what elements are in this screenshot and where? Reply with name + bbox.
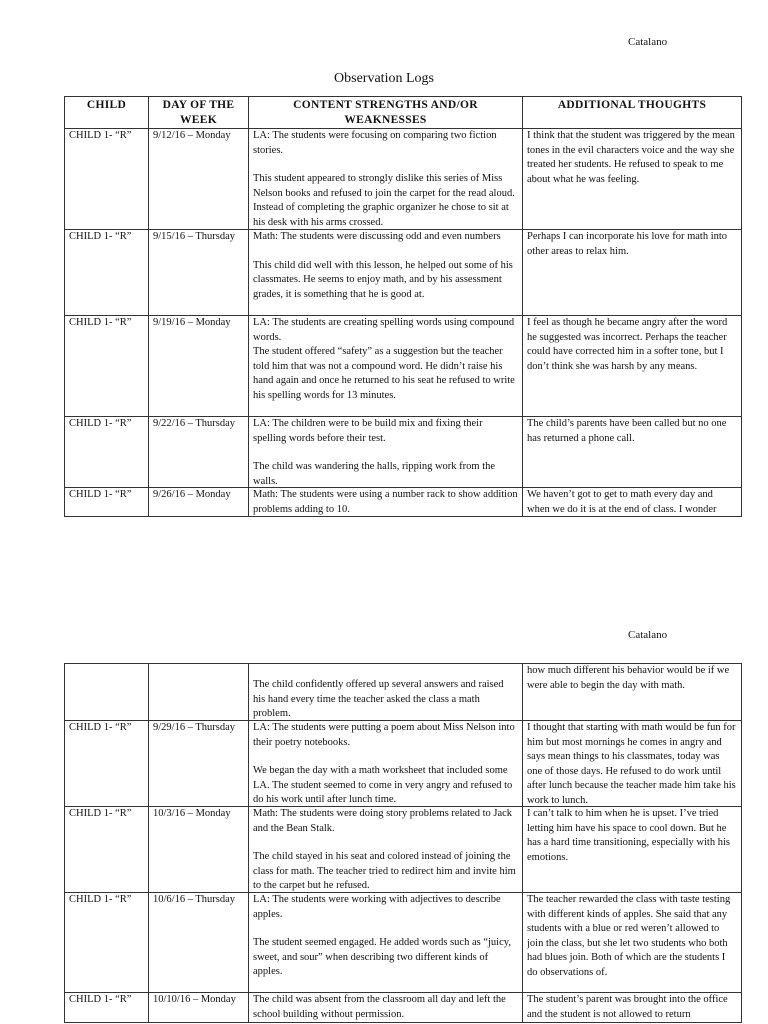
content-paragraph: Math: The students were doing story problems related to Jack and the Bean Stalk. (253, 808, 513, 834)
content-paragraph: LA: The students are creating spelling words using compound words. The student offered “safety” as a suggestion but the teacher told him that was not a compound word. He didn’t raise his hand again and once he returned to his seat he refused to write his spelling words for 13 minutes. (253, 317, 515, 401)
child-cell: CHILD 1- “R” (65, 893, 149, 993)
thoughts-text: I think that the student was triggered by the mean tones in the evil characters voice and the way she treated her students. He refused to speak to me about what he was feeling. (527, 130, 735, 185)
table-row (65, 129, 742, 230)
table-row (65, 230, 742, 316)
thoughts-text: The child’s parents have been called but no one has returned a phone call. (527, 418, 727, 444)
child-cell: CHILD 1- “R” (65, 316, 149, 417)
thoughts-text: I can’t talk to him when he is upset. I’ve tried letting him have his space to cool down. But he has a hard time transitioning, especially with his emotions. (527, 808, 730, 863)
content-paragraph: LA: The students were focusing on comparing two fiction stories. (253, 130, 497, 156)
child-cell: CHILD 1- “R” (65, 721, 149, 807)
thoughts-text: I thought that starting with math would be fun for him but most mornings he comes in angry and says mean things to his classmates, today was one of those days. He refused to do work until after lunch because the teacher made him take his work to lunch. (527, 722, 736, 806)
date-cell: 9/12/16 – Monday (149, 129, 249, 230)
content-cell (249, 316, 523, 417)
content-cell (249, 893, 523, 993)
thoughts-cell (523, 664, 742, 721)
header-day: DAY OF THE WEEK (149, 97, 249, 129)
thoughts-text: I feel as though he became angry after the word he suggested was incorrect. Perhaps the teacher could have corrected him in a softer tone, but I don’t think she was harsh by any means. (527, 317, 728, 372)
child-cell: CHILD 1- “R” (65, 129, 149, 230)
content-cell (249, 488, 523, 517)
thoughts-cell (523, 488, 742, 517)
thoughts-text: The student’s parent was brought into the office and the student is not allowed to return (527, 994, 728, 1020)
thoughts-text: Perhaps I can incorporate his love for math into other areas to relax him. (527, 231, 728, 257)
table-row (65, 417, 742, 488)
thoughts-cell (523, 893, 742, 993)
date-cell: 9/26/16 – Monday (149, 488, 249, 517)
thoughts-cell (523, 807, 742, 893)
content-paragraph: The student seemed engaged. He added words such as “juicy, sweet, and sour” when describing two different kinds of apples. (253, 937, 511, 977)
table-row (65, 721, 742, 807)
child-cell: CHILD 1- “R” (65, 417, 149, 488)
child-cell: CHILD 1- “R” (65, 807, 149, 893)
table-row (65, 993, 742, 1023)
content-paragraph: This student appeared to strongly dislike this series of Miss Nelson books and refused to join the carpet for the read aloud. Instead of completing the graphic organizer he chose to sit at his desk with his arms crossed. (253, 173, 515, 228)
table-row (65, 664, 742, 721)
table-row (65, 488, 742, 517)
content-paragraph: Math: The students were using a number rack to show addition problems adding to 10. (253, 489, 518, 515)
child-cell: CHILD 1- “R” (65, 488, 149, 517)
content-cell (249, 807, 523, 893)
date-cell: 9/29/16 – Thursday (149, 721, 249, 807)
header-strengths: CONTENT STRENGTHS AND/OR WEAKNESSES (249, 97, 523, 129)
table-row (65, 893, 742, 993)
date-cell: 9/15/16 – Thursday (149, 230, 249, 316)
content-paragraph: The child stayed in his seat and colored instead of joining the class for math. The teacher tried to redirect him and invite him to the carpet but he refused. (253, 851, 516, 891)
content-cell (249, 721, 523, 807)
date-cell: 10/10/16 – Monday (149, 993, 249, 1023)
date-cell: 10/3/16 – Monday (149, 807, 249, 893)
date-cell: 9/19/16 – Monday (149, 316, 249, 417)
header-child: CHILD (65, 97, 149, 129)
content-paragraph: We began the day with a math worksheet that included some LA. The student seemed to come in very angry and refused to do his work until after lunch time. (253, 765, 513, 805)
content-cell (249, 129, 523, 230)
content-paragraph: This child did well with this lesson, he helped out some of his classmates. He seems to enjoy math, and by his assessment grades, it is something that he is good at. (253, 259, 513, 300)
thoughts-text: We haven’t got to get to math every day and when we do it is at the end of class. I wonder (527, 489, 717, 515)
table-header-row (65, 97, 742, 129)
date-cell (149, 664, 249, 721)
thoughts-cell (523, 721, 742, 807)
child-cell: CHILD 1- “R” (65, 993, 149, 1023)
observation-table-page-2 (64, 663, 742, 1023)
content-paragraph: LA: The children were to be build mix and fixing their spelling words before their test. (253, 418, 483, 444)
content-paragraph: Math: The students were discussing odd and even numbers (253, 231, 501, 242)
content-paragraph: The child was absent from the classroom all day and left the school building without permission. (253, 994, 506, 1020)
content-cell (249, 664, 523, 721)
document-title: Observation Logs (334, 71, 434, 86)
header-thoughts: ADDITIONAL THOUGHTS (523, 97, 742, 129)
thoughts-cell (523, 993, 742, 1023)
thoughts-cell (523, 316, 742, 417)
content-paragraph: LA: The students were working with adjectives to describe apples. (253, 894, 501, 920)
thoughts-cell (523, 129, 742, 230)
thoughts-text: how much different his behavior would be if we were able to begin the day with math. (527, 665, 730, 691)
content-cell (249, 417, 523, 488)
date-cell: 9/22/16 – Thursday (149, 417, 249, 488)
child-cell: CHILD 1- “R” (65, 230, 149, 316)
observation-table-page-1 (64, 96, 742, 517)
thoughts-text: The teacher rewarded the class with taste testing with different kinds of apples. She said that any students with a blue or red weren’t allowed to join the class, but she let two students who both had blues join. Both of which are the students I do observations of. (527, 894, 731, 978)
content-paragraph: LA: The students were putting a poem about Miss Nelson into their poetry notebooks. (253, 722, 515, 748)
table-row (65, 316, 742, 417)
table-row (65, 807, 742, 893)
child-cell (65, 664, 149, 721)
content-paragraph: The child confidently offered up several answers and raised his hand every time the teacher asked the class a math problem. (253, 679, 504, 719)
author-name-page-2: Catalano (628, 629, 668, 641)
date-cell: 10/6/16 – Thursday (149, 893, 249, 993)
thoughts-cell (523, 417, 742, 488)
content-cell (249, 993, 523, 1023)
thoughts-cell (523, 230, 742, 316)
author-name: Catalano (628, 36, 668, 48)
content-cell (249, 230, 523, 316)
content-paragraph: The child was wandering the halls, ripping work from the walls. (253, 461, 496, 487)
